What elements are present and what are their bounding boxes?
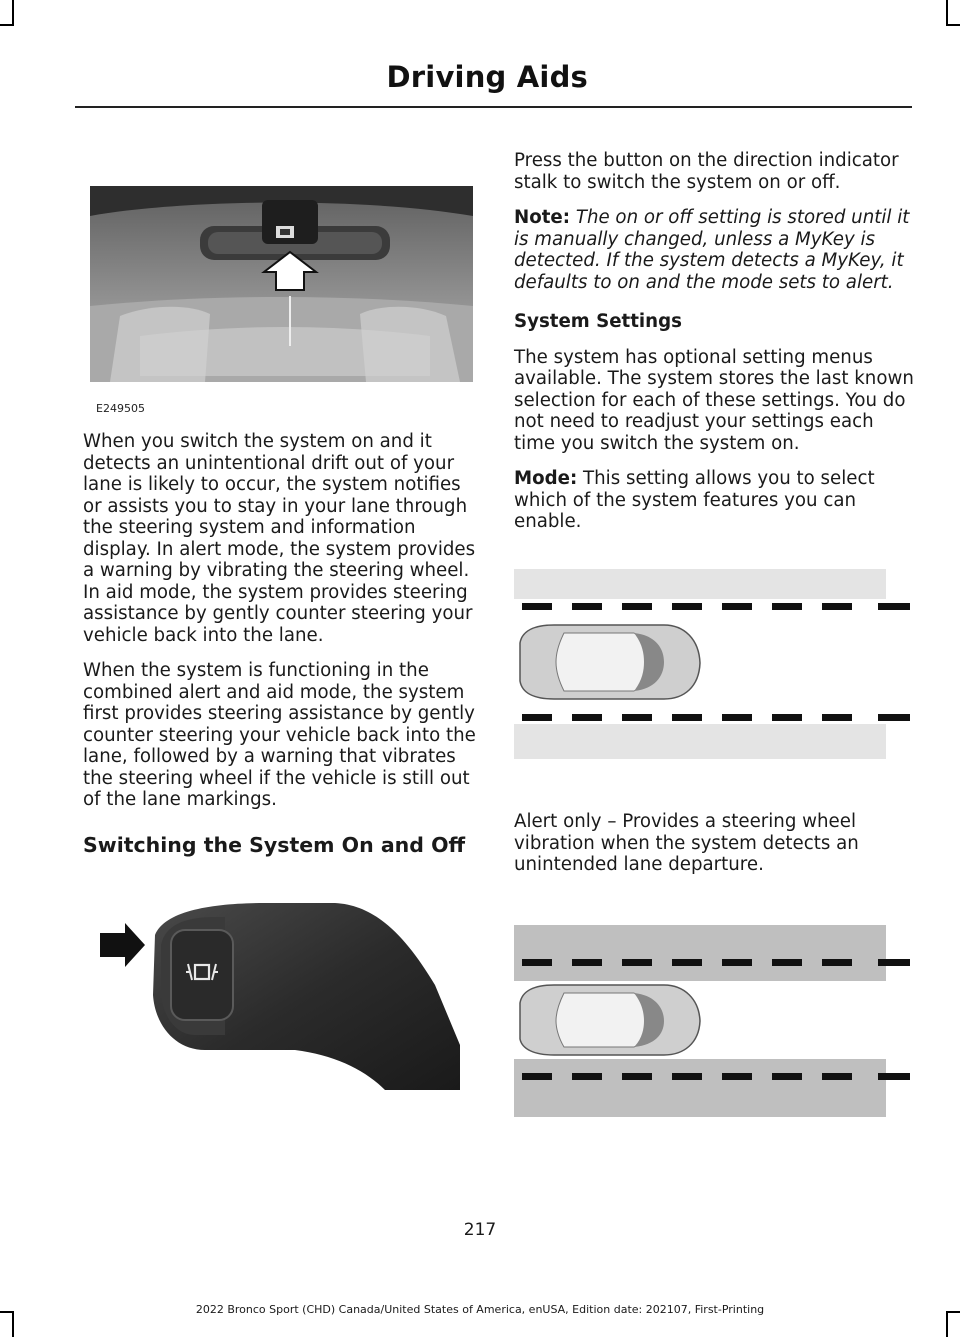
paragraph: When you switch the system on and it detects an unintentional drift out of your lane is likely to occur, the system notifies or assists you to stay in your lane through the steering system and information display. In alert mode, the system provides a warning by vibrating the steering wheel. In aid mode, the system provides steering assistance by gently counter steering your vehicle back into the lane. [83,431,476,646]
section-heading: System Settings [514,311,682,332]
note-text: The on or off setting is stored until it is manually changed, unless a MyKey is detected. If the system detects a MyKey, it defaults to on and the mode sets to alert. [514,207,910,293]
footer-edition: 2022 Bronco Sport (CHD) Canada/United States of America, enUSA, Edition date: 202107, First-Printing [195,1303,765,1316]
lane-alert-vibration-figure [514,925,910,1117]
alert-only-paragraph [514,811,914,890]
stalk-button-figure [95,895,465,1090]
left-column [83,431,478,871]
car-icon [520,625,700,699]
windshield-camera-figure [90,186,473,382]
right-column [514,150,914,547]
paragraph: When the system is functioning in the combined alert and aid mode, the system first provides steering assistance by gently counter steering your vehicle back into the lane, followed by a warning that vibrates the steering wheel if the vehicle is still out of the lane markings. [83,660,476,810]
section-heading: Switching the System On and Off [83,832,466,857]
paragraph: The system has optional setting menus available. The system stores the last known selection for each of these settings. You do not need to readjust your settings each time you switch the system on. [514,346,914,454]
car-icon [520,985,700,1055]
crop-mark [0,24,14,26]
header-rule [75,106,912,108]
mode-text: This setting allows you to select which of the system features you can enable. [514,468,875,532]
crop-mark [946,24,960,26]
figure-code: E249505 [96,402,145,415]
note-label: Note: [514,207,571,228]
crop-mark [946,0,948,26]
note [514,207,914,293]
lane-alert-figure [514,569,910,759]
paragraph: Alert only – Provides a steering wheel vibration when the system detects an unintended lane departure. [514,811,859,875]
paragraph: Press the button on the direction indicator stalk to switch the system on or off. [514,150,899,193]
page-title: Driving Aids [386,60,588,94]
mode-description [514,468,914,533]
page-number: 217 [463,1220,497,1240]
crop-mark [12,0,14,26]
mode-label: Mode: [514,468,578,489]
